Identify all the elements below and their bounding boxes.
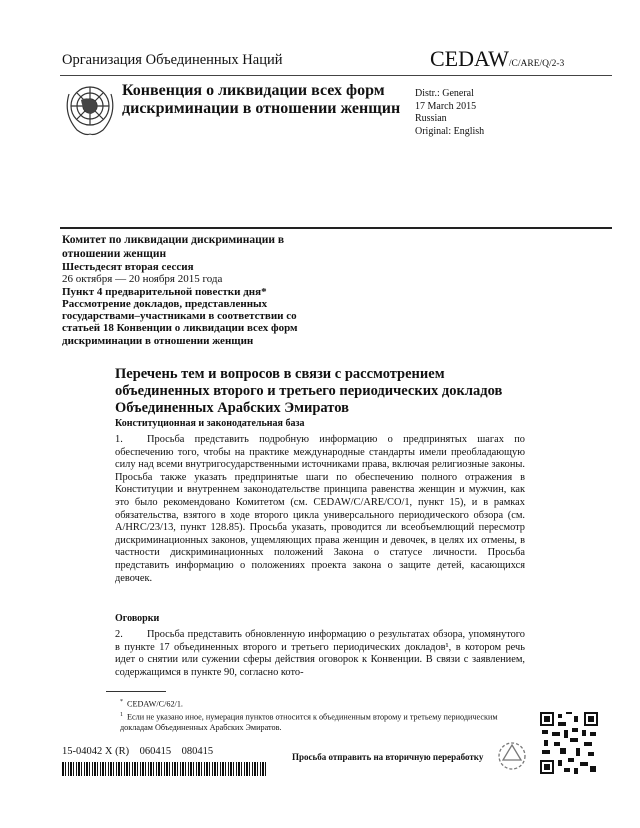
section-heading: Оговорки [115,613,160,624]
footnote-text: CEDAW/C/62/1. [127,699,183,709]
footnote-mark: 1 [120,712,123,718]
agenda-text: Рассмотрение докладов, представленных государствами–участниками в соответствии со статьей 18 Конвенции о ликвидации всех форм дискриминации в отношении женщин [62,297,298,347]
recycle-text: Просьба отправить на вторичную переработку [292,752,484,762]
original-language: Original: English [415,125,485,137]
recycle-icon [497,741,527,771]
paragraph-text: Просьба представить обновленную информацию о результатах обзора, упомянутого в пункте 17 объединенных второго и третьего периодических докладов¹, в котором речь идет о снятии или сужении сферы действия оговорок к Конвенции. В связи с заявлением, содержащимся в пункте 90, согласно кото- [115,629,525,678]
session-dates: 26 октября — 20 ноября 2015 года [62,273,223,286]
document-title: Перечень тем и вопросов в связи с рассмотрением объединенных второго и третьего периодических докладов Объединенных Арабских Эмиратов [115,366,503,416]
un-emblem-icon [63,80,117,140]
footnote [120,710,510,734]
committee-name: Комитет по ликвидации дискриминации в отношении женщин [62,234,285,260]
job-number: 15-04042 X (R) 060415 080415 [62,746,214,757]
distribution-info [415,88,484,138]
paragraph-number: 2. [115,629,123,640]
agenda-item: Пункт 4 предварительной повестки дня* [62,285,267,298]
paragraph-number: 1. [115,434,123,445]
footnote-mark: * [120,699,123,705]
date: 17 March 2015 [415,100,477,112]
footnote [120,697,520,710]
footnote-rule [106,691,166,692]
section-heading: Конституционная и законодательная база [115,418,305,429]
committee-block [62,234,322,347]
document-symbol [430,46,564,72]
footnote-text: Если не указано иное, нумерация пунктов относится к объединенным второму и третьему периодическим докладам Объединенных Арабских Эмиратов. [120,712,498,733]
organization-name: Организация Объединенных Наций [62,52,283,68]
qr-code-icon [540,712,598,774]
header-rule [60,75,612,76]
convention-title: Конвенция о ликвидации всех форм дискриминации в отношении женщин [122,82,401,117]
session: Шестьдесят вторая сессия [62,261,194,273]
symbol-main: CEDAW [430,46,509,71]
language: Russian [415,113,447,124]
symbol-suffix: /C/ARE/Q/2-3 [508,59,565,69]
distr: Distr.: General [415,88,474,99]
paragraph-text: Просьба представить подробную информацию о предпринятых шагах по обеспечению того, чтобы на практике международные стандарты имели преобладающую силу над всеми внутригосударственными источниками права, включая религиозные законы. Просьба также указать предпринятые шаги по обеспечению полного отражения в Конституции и внутреннем законодательстве принципа равенства женщин и мужчин, как это было рекомендовано Комитетом (см. CEDAW/C/ARE/CO/1, пункт 15), и в рамках обязательства, взятого в ходе второго цикла универсального периодического обзора (см. A/HRC/23/13, пункт 128.85). Просьба указать, проводится ли всеобъемлющий пересмотр дискриминационных законов, ущемляющих права женщин и девочек, в целях их отмены, в частности дискриминационных положений Закона о статусе личности. Просьба представить информацию о положениях проекта закона о защите детей, касающихся девочек. [115,434,525,584]
barcode [62,762,267,776]
paragraph-2 [115,629,525,679]
section-rule [60,227,612,229]
paragraph-1 [115,434,525,585]
